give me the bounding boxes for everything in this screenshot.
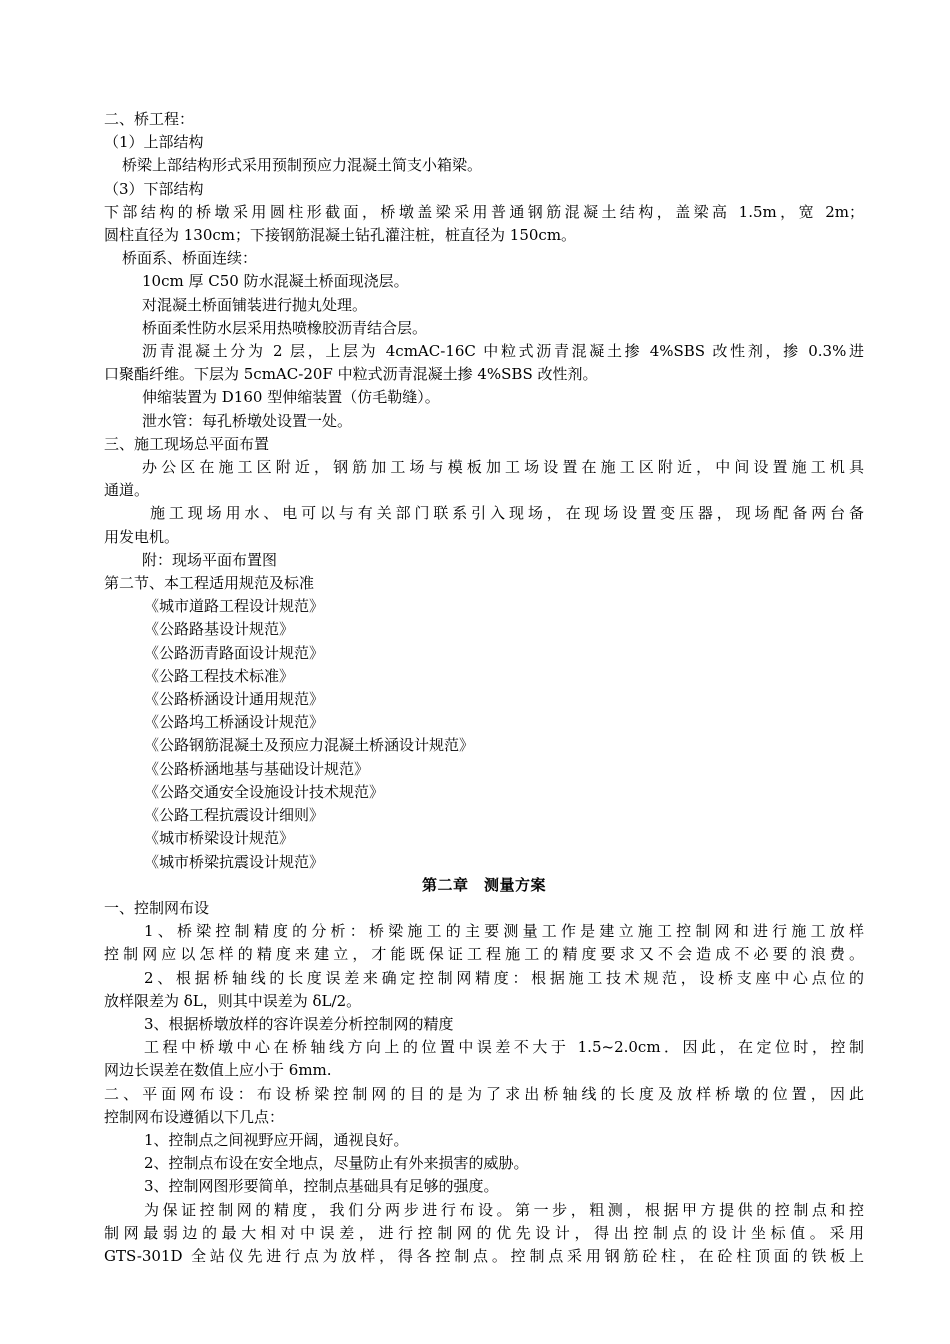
deck-item-continued: 口聚酯纤维。下层为 5cmAC-20F 中粒式沥青混凝土掺 4%SBS 改性剂。 [104,365,598,384]
control-paragraph-continued: 控制网应以怎样的精度来建立，才能既保证工程施工的精度要求又不会造成不必要的浪费。 [104,945,864,964]
norm-item: 《公路坞工桥涵设计规范》 [144,713,325,732]
deck-item: 伸缩装置为 D160 型伸缩装置（仿毛勒缝）。 [142,388,440,407]
plane-network-heading: 二、平面网布设：布设桥梁控制网的目的是为了求出桥轴线的长度及放样桥墩的位置，因此 [104,1084,864,1103]
plane-item: 3、控制网图形要简单，控制点基础具有足够的强度。 [144,1177,499,1196]
deck-item: 桥面柔性防水层采用热喷橡胶沥青结合层。 [142,318,428,337]
norm-item: 《城市桥梁设计规范》 [144,829,295,848]
deck-item: 10cm 厚 C50 防水混凝土桥面现浇层。 [142,272,409,291]
norm-item: 《城市桥梁抗震设计规范》 [144,852,325,871]
norm-item: 《公路工程抗震设计细则》 [144,806,325,825]
deck-item: 对混凝土桥面铺装进行抛丸处理。 [142,295,368,314]
site-attachment-note: 附：现场平面布置图 [142,550,278,569]
control-paragraph-continued: 网边长误差在数值上应小于 6mm. [104,1061,332,1080]
norm-item: 《公路路基设计规范》 [144,620,295,639]
deck-heading: 桥面系、桥面连续： [122,249,258,268]
plane-paragraph-continued: 制网最弱边的最大相对中误差，进行控制网的优先设计，得出控制点的设计坐标值。采用 [104,1223,864,1242]
control-paragraph-continued: 放样限差为 δL，则其中误差为 δL/2。 [104,991,362,1010]
norm-item: 《公路交通安全设施设计技术规范》 [144,782,385,801]
norm-item: 《公路钢筋混凝土及预应力混凝土桥涵设计规范》 [144,736,475,755]
deck-item: 泄水管：每孔桥墩处设置一处。 [142,411,353,430]
norm-item: 《公路桥涵地基与基础设计规范》 [144,759,370,778]
control-paragraph: 工程中桥墩中心在桥轴线方向上的位置中误差不大于 1.5~2.0cm．因此，在定位时，控制 [144,1038,864,1057]
site-paragraph-continued: 通道。 [104,481,150,500]
upper-structure-heading: （1）上部结构 [104,133,204,152]
plane-item: 1、控制点之间视野应开阔，通视良好。 [144,1130,409,1149]
norms-heading: 第二节、本工程适用规范及标准 [104,574,315,593]
deck-item: 沥青混凝土分为 2 层，上层为 4cmAC-16C 中粒式沥青混凝土掺 4%SBS 改性剂，掺 0.3%进 [142,342,864,361]
control-paragraph: 1、桥梁控制精度的分析：桥梁施工的主要测量工作是建立施工控制网和进行施工放样 [144,922,864,941]
norm-item: 《公路桥涵设计通用规范》 [144,690,325,709]
site-layout-heading: 三、施工现场总平面布置 [104,434,270,453]
norm-item: 《城市道路工程设计规范》 [144,597,325,616]
site-paragraph-continued: 用发电机。 [104,527,180,546]
site-paragraph: 施工现场用水、电可以与有关部门联系引入现场，在现场设置变压器，现场配备两台备 [150,504,864,523]
lower-structure-heading: （3）下部结构 [104,179,204,198]
plane-network-heading-continued: 控制网布设遵循以下几点： [104,1107,285,1126]
upper-structure-text: 桥梁上部结构形式采用预制预应力混凝土简支小箱梁。 [122,156,483,175]
chapter-title: 第二章 测量方案 [421,875,546,894]
norm-item: 《公路工程技术标准》 [144,666,295,685]
lower-structure-text-line: 下部结构的桥墩采用圆柱形截面，桥墩盖梁采用普通钢筋混凝土结构，盖梁高 1.5m，宽 2m； [104,202,864,221]
control-paragraph: 3、根据桥墩放样的容许误差分析控制网的精度 [144,1014,454,1033]
plane-paragraph-continued: GTS-301D 全站仪先进行点为放样，得各控制点。控制点采用钢筋砼柱，在砼柱顶面的铁板上 [104,1246,864,1265]
plane-paragraph: 为保证控制网的精度，我们分两步进行布设。第一步，粗测，根据甲方提供的控制点和控 [144,1200,864,1219]
norm-item: 《公路沥青路面设计规范》 [144,643,325,662]
control-paragraph: 2、根据桥轴线的长度误差来确定控制网精度：根据施工技术规范，设桥支座中心点位的 [144,968,864,987]
lower-structure-text-line: 圆柱直径为 130cm；下接钢筋混凝土钻孔灌注桩，桩直径为 150cm。 [104,226,577,245]
document-page [104,108,864,1268]
plane-item: 2、控制点布设在安全地点，尽量防止有外来损害的威胁。 [144,1154,529,1173]
site-paragraph: 办公区在施工区附近，钢筋加工场与模板加工场设置在施工区附近，中间设置施工机具 [142,458,864,477]
bridge-heading: 二、桥工程： [104,110,195,128]
control-network-heading: 一、控制网布设 [104,898,210,917]
